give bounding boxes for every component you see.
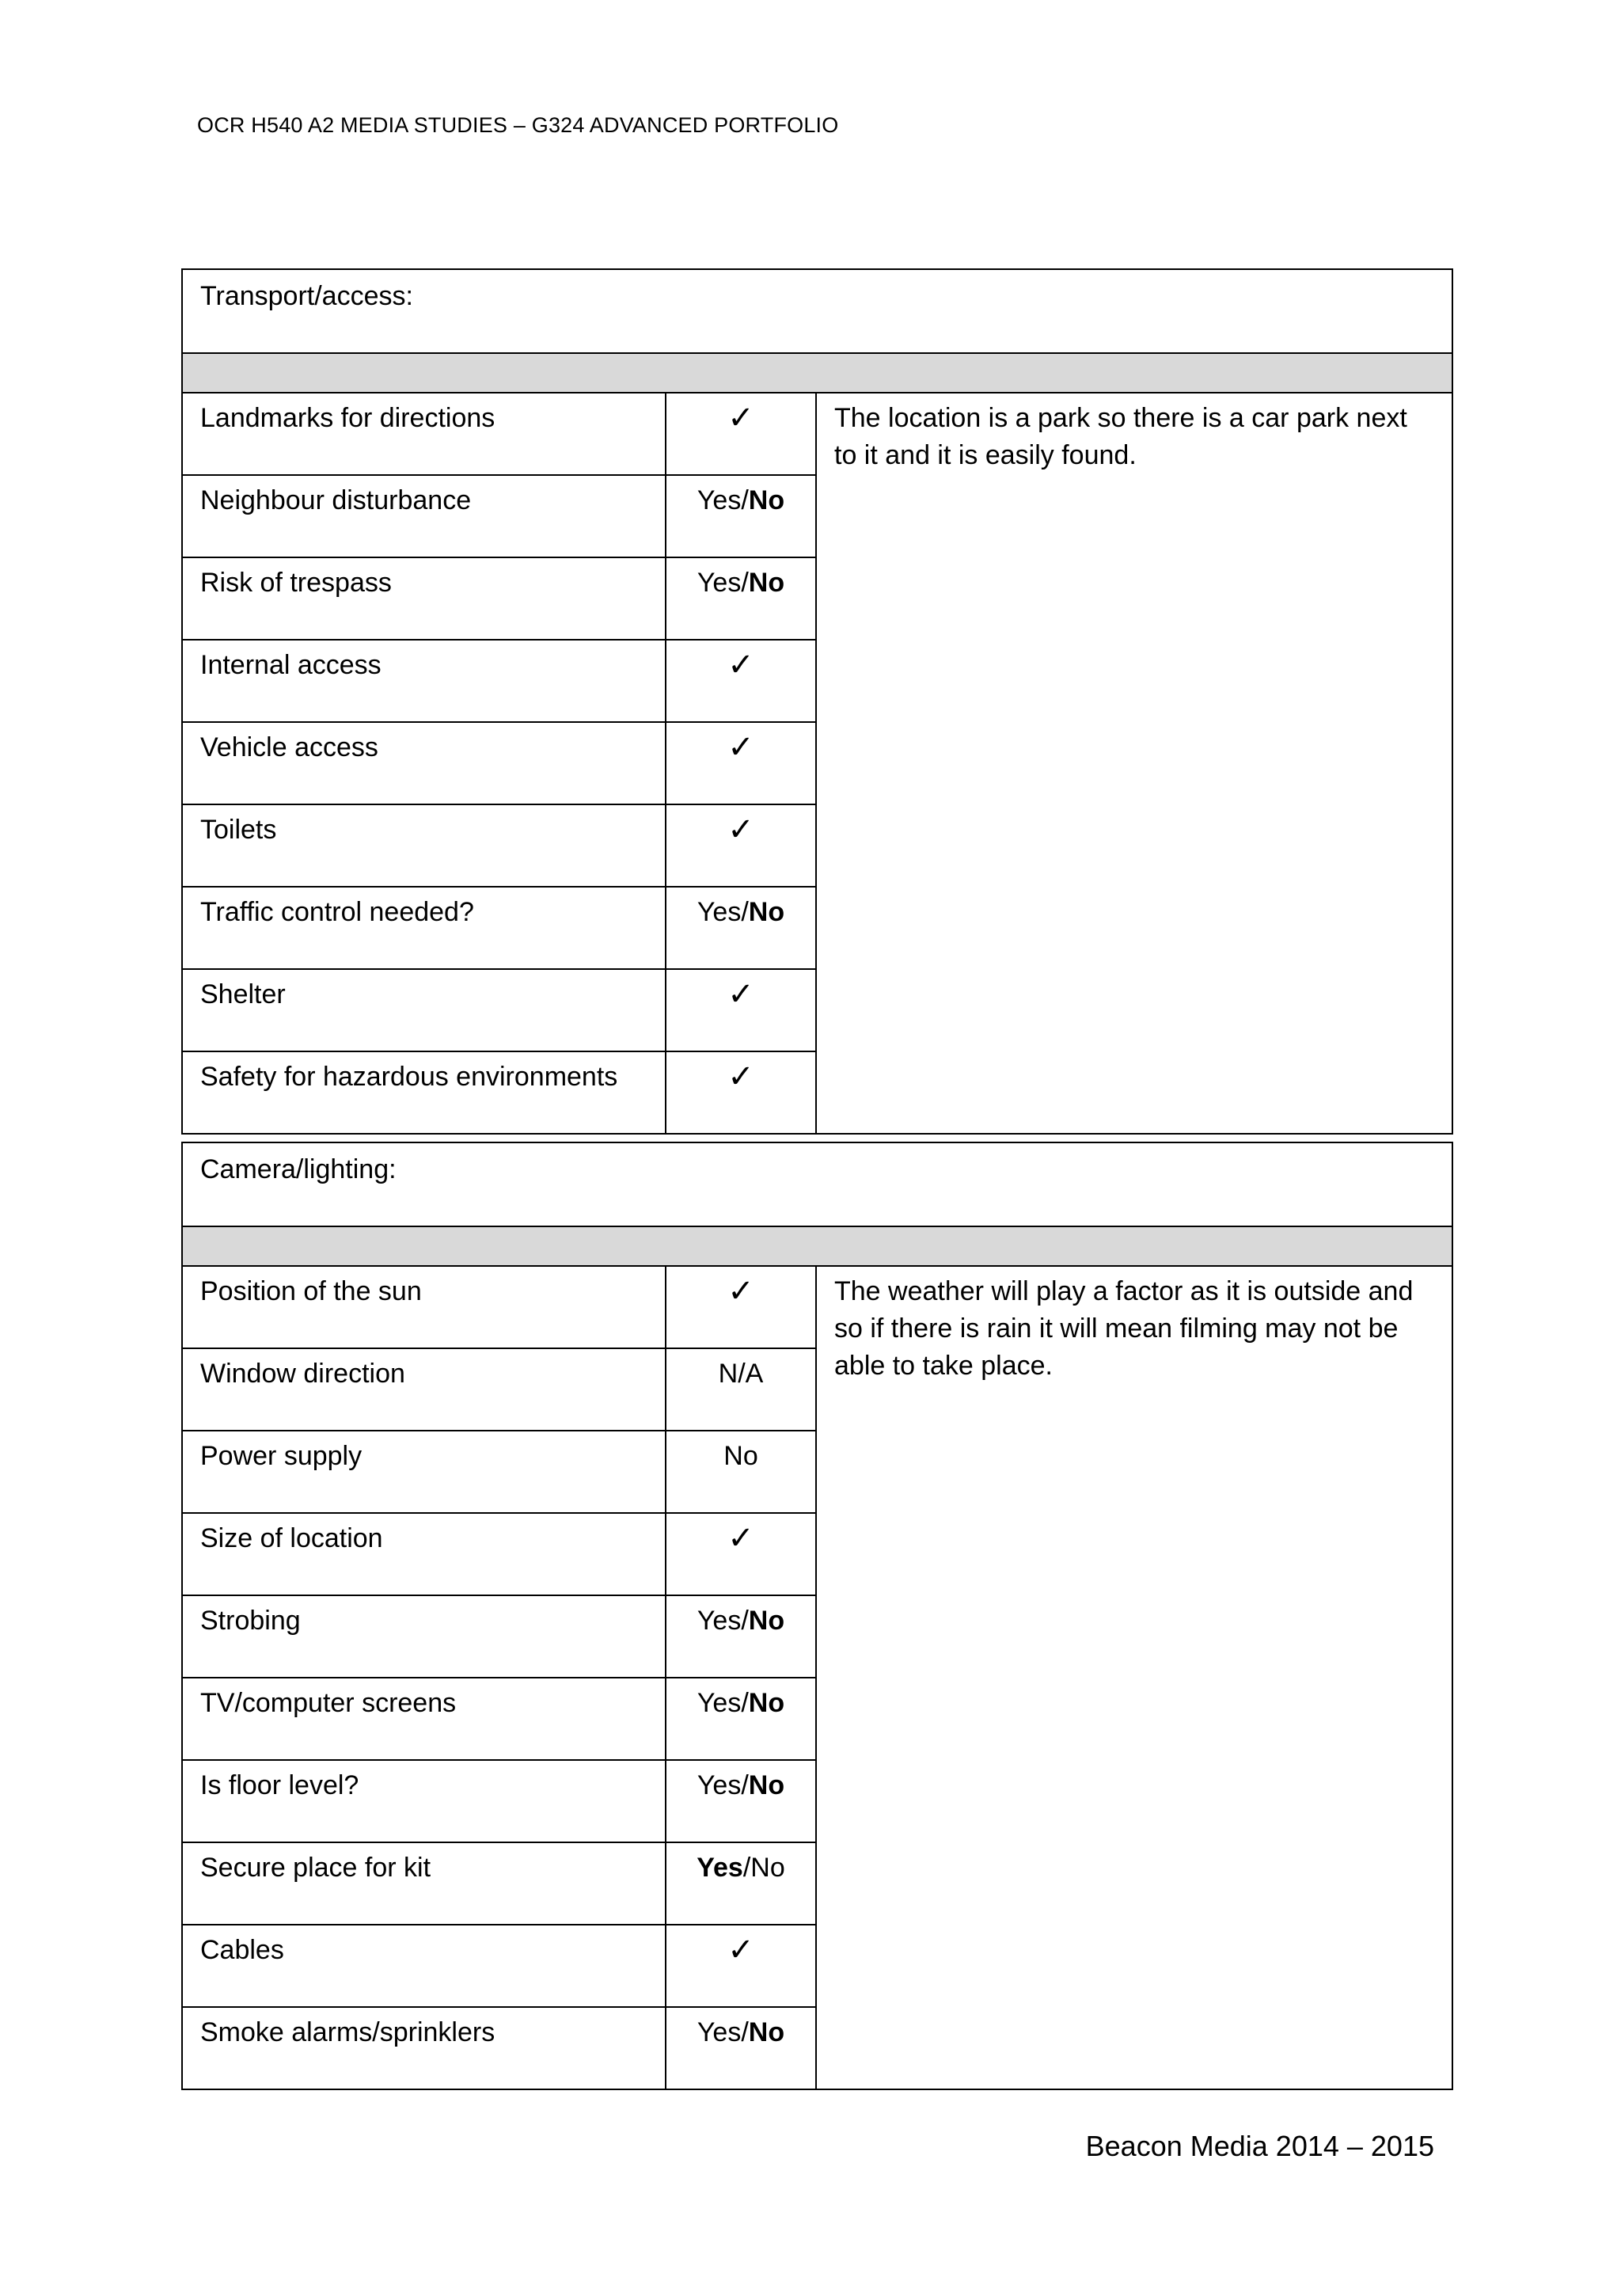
value-text: No — [723, 1441, 758, 1471]
check-mark-icon: ✓ — [727, 729, 754, 766]
row-value-tv-computer-screens — [666, 1678, 816, 1760]
row-value-is-floor-level — [666, 1760, 816, 1842]
row-value-power-supply — [666, 1431, 816, 1513]
option-separator: / — [741, 1606, 749, 1636]
transport-access-title: Transport/access: — [182, 269, 1452, 353]
row-value-window-direction — [666, 1348, 816, 1431]
yes-option: Yes — [697, 1688, 742, 1718]
check-mark-icon: ✓ — [727, 1273, 754, 1310]
row-value-position-of-the-sun — [666, 1266, 816, 1348]
check-mark-icon: ✓ — [727, 647, 754, 683]
yes-option: Yes — [697, 485, 742, 515]
row-label-shelter: Shelter — [182, 969, 666, 1051]
camera-notes: The weather will play a factor as it is outside and so if there is rain it will mean filming may not be able to take place. — [816, 1266, 1452, 2089]
row-value-size-of-location — [666, 1513, 816, 1595]
no-option: No — [748, 897, 785, 927]
table-row — [182, 393, 1452, 475]
transport-access-table — [181, 268, 1453, 1135]
no-option: No — [748, 1606, 785, 1636]
row-label-position-of-the-sun: Position of the sun — [182, 1266, 666, 1348]
yes-option: Yes — [697, 897, 742, 927]
row-label-cables: Cables — [182, 1925, 666, 2007]
option-separator: / — [741, 568, 749, 598]
option-separator: / — [741, 1688, 749, 1718]
table-row — [182, 1266, 1452, 1348]
row-label-tv-computer-screens: TV/computer screens — [182, 1678, 666, 1760]
row-label-risk-of-trespass: Risk of trespass — [182, 557, 666, 640]
transport-access-separator — [182, 353, 1452, 393]
yes-option: Yes — [697, 568, 742, 598]
row-label-landmarks-for-directions: Landmarks for directions — [182, 393, 666, 475]
camera-lighting-table — [181, 1142, 1453, 2090]
check-mark-icon: ✓ — [727, 1932, 754, 1968]
option-separator: / — [741, 485, 749, 515]
option-separator: / — [741, 2017, 749, 2047]
row-value-shelter — [666, 969, 816, 1051]
row-label-strobing: Strobing — [182, 1595, 666, 1678]
option-separator: / — [742, 1853, 751, 1883]
option-separator: / — [741, 1770, 749, 1800]
no-option: No — [748, 1770, 785, 1800]
row-label-size-of-location: Size of location — [182, 1513, 666, 1595]
row-label-vehicle-access: Vehicle access — [182, 722, 666, 804]
row-label-toilets: Toilets — [182, 804, 666, 887]
row-value-smoke-alarms-sprinklers — [666, 2007, 816, 2089]
row-label-is-floor-level: Is floor level? — [182, 1760, 666, 1842]
yes-option: Yes — [697, 1606, 742, 1636]
transport-notes: The location is a park so there is a car park next to it and it is easily found. — [816, 393, 1452, 1134]
yes-option: Yes — [697, 1853, 743, 1883]
row-label-window-direction: Window direction — [182, 1348, 666, 1431]
check-mark-icon: ✓ — [727, 812, 754, 848]
no-option: No — [748, 485, 785, 515]
row-label-power-supply: Power supply — [182, 1431, 666, 1513]
yes-option: Yes — [697, 1770, 742, 1800]
row-value-traffic-control-needed — [666, 887, 816, 969]
row-value-secure-place-for-kit — [666, 1842, 816, 1925]
row-label-neighbour-disturbance: Neighbour disturbance — [182, 475, 666, 557]
value-text: N/A — [718, 1359, 764, 1389]
yes-option: Yes — [697, 2017, 742, 2047]
option-separator: / — [741, 897, 749, 927]
footer-text: Beacon Media 2014 – 2015 — [1085, 2130, 1434, 2162]
no-option: No — [750, 1853, 785, 1883]
check-mark-icon: ✓ — [727, 976, 754, 1013]
camera-lighting-title: Camera/lighting: — [182, 1142, 1452, 1226]
camera-lighting-separator — [182, 1226, 1452, 1266]
page-header: OCR H540 A2 MEDIA STUDIES – G324 ADVANCED PORTFOLIO — [197, 113, 839, 137]
row-value-safety-for-hazardous-environments — [666, 1051, 816, 1134]
row-value-cables — [666, 1925, 816, 2007]
row-label-safety-for-hazardous-environments: Safety for hazardous environments — [182, 1051, 666, 1134]
check-mark-icon: ✓ — [727, 400, 754, 436]
row-value-vehicle-access — [666, 722, 816, 804]
row-label-traffic-control-needed: Traffic control needed? — [182, 887, 666, 969]
row-label-internal-access: Internal access — [182, 640, 666, 722]
row-value-toilets — [666, 804, 816, 887]
row-value-landmarks-for-directions — [666, 393, 816, 475]
no-option: No — [748, 2017, 785, 2047]
row-value-strobing — [666, 1595, 816, 1678]
no-option: No — [748, 568, 785, 598]
row-label-secure-place-for-kit: Secure place for kit — [182, 1842, 666, 1925]
row-label-smoke-alarms-sprinklers: Smoke alarms/sprinklers — [182, 2007, 666, 2089]
row-value-risk-of-trespass — [666, 557, 816, 640]
row-value-neighbour-disturbance — [666, 475, 816, 557]
check-mark-icon: ✓ — [727, 1059, 754, 1095]
no-option: No — [748, 1688, 785, 1718]
check-mark-icon: ✓ — [727, 1520, 754, 1557]
row-value-internal-access — [666, 640, 816, 722]
